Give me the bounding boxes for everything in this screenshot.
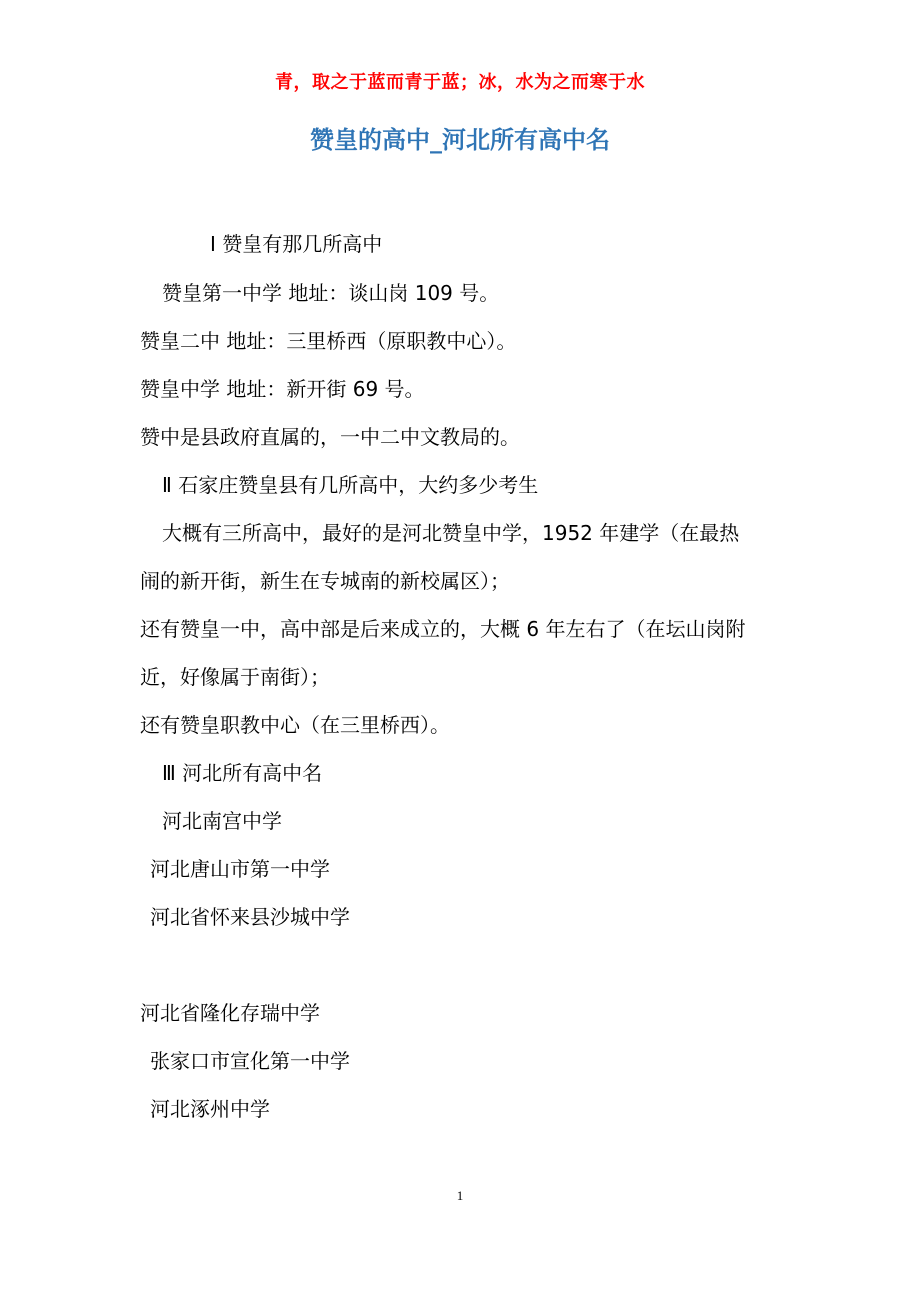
- paragraph-line: 闹的新开街，新生在专城南的新校属区）；: [140, 569, 510, 593]
- paragraph-line: 大概有三所高中，最好的是河北赞皇中学，1952 年建学（在最热: [162, 521, 740, 545]
- page-number: 1: [456, 1188, 464, 1203]
- school-list-item: 河北涿州中学: [150, 1097, 270, 1121]
- school-line: 赞皇中学 地址：新开街 69 号。: [140, 377, 425, 401]
- school-list-item: 河北省隆化存瑞中学: [140, 1001, 320, 1025]
- section-3-heading: Ⅲ 河北所有高中名: [162, 761, 323, 785]
- school-line: 赞皇第一中学 地址：谈山岗 109 号。: [162, 281, 500, 305]
- paragraph-line: 还有赞皇职教中心（在三里桥西）。: [140, 713, 450, 737]
- school-list-item: 河北南宫中学: [162, 809, 282, 833]
- school-list-item: 张家口市宣化第一中学: [150, 1049, 350, 1073]
- section-1-heading: Ⅰ 赞皇有那几所高中: [210, 232, 383, 256]
- paragraph-line: 赞中是县政府直属的，一中二中文教局的。: [140, 425, 520, 449]
- header-motto: 青，取之于蓝而青于蓝；冰，水为之而寒于水: [275, 72, 645, 93]
- document-title: 赞皇的高中_河北所有高中名: [310, 126, 610, 154]
- school-list-item: 河北省怀来县沙城中学: [150, 905, 350, 929]
- school-line: 赞皇二中 地址：三里桥西（原职教中心）。: [140, 329, 517, 353]
- school-list-item: 河北唐山市第一中学: [150, 857, 330, 881]
- paragraph-line: 近，好像属于南街）；: [140, 665, 330, 689]
- paragraph-line: 还有赞皇一中，高中部是后来成立的，大概 6 年左右了（在坛山岗附: [140, 617, 746, 641]
- section-2-heading: Ⅱ 石家庄赞皇县有几所高中，大约多少考生: [162, 473, 539, 497]
